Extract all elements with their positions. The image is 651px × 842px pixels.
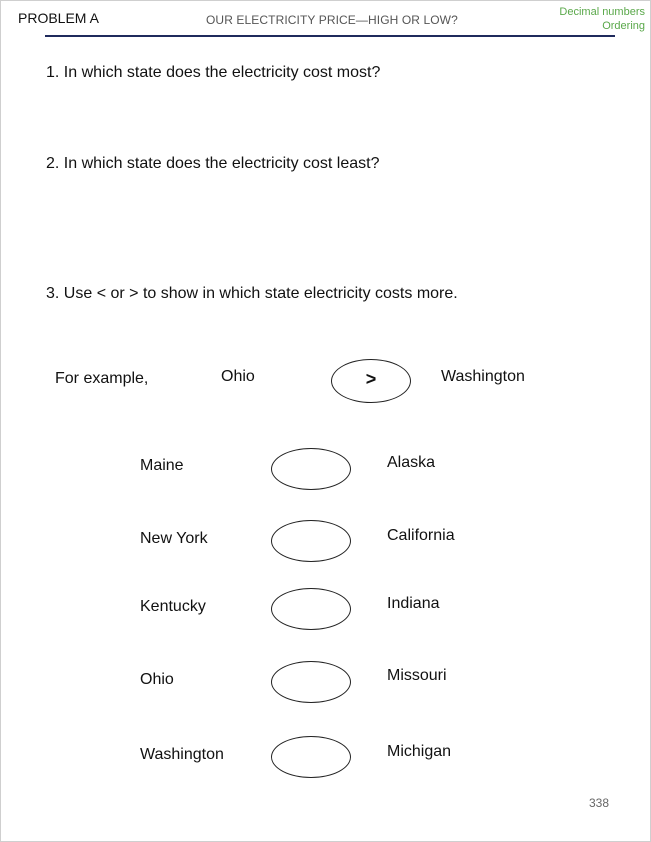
problem-label: PROBLEM A [18, 10, 99, 26]
comparison-4-left: Ohio [140, 671, 174, 688]
header-rule [45, 35, 615, 37]
comparison-3-answer-oval[interactable] [271, 588, 351, 630]
question-3: 3. Use < or > to show in which state electricity costs more. [46, 285, 458, 302]
comparison-3-right: Indiana [387, 595, 440, 612]
comparison-2-left: New York [140, 530, 208, 547]
example-right-state: Washington [441, 368, 525, 385]
comparison-1-right: Alaska [387, 454, 436, 471]
comparison-2-answer-oval[interactable] [271, 520, 351, 562]
comparison-5-right: Michigan [387, 743, 452, 760]
page-number: 338 [589, 796, 610, 810]
comparison-5-answer-oval[interactable] [271, 736, 351, 778]
comparison-2-right: California [387, 527, 455, 544]
comparison-1-answer-oval[interactable] [271, 448, 351, 490]
worksheet-title: OUR ELECTRICITY PRICE—HIGH OR LOW? [206, 13, 458, 27]
example-left-state: Ohio [221, 368, 255, 385]
topic-line-2: Ordering [602, 20, 645, 32]
topic-tags [559, 5, 645, 33]
question-2: 2. In which state does the electricity cost least? [46, 155, 380, 172]
comparison-1-left: Maine [140, 457, 184, 474]
example-answer-oval [331, 359, 411, 403]
example-intro: For example, [55, 370, 149, 387]
example-symbol: > [365, 369, 377, 389]
topic-line-1: Decimal numbers [559, 6, 645, 18]
question-1: 1. In which state does the electricity cost most? [46, 64, 381, 81]
comparison-5-left: Washington [140, 746, 224, 763]
comparison-4-answer-oval[interactable] [271, 661, 351, 703]
comparison-3-left: Kentucky [140, 598, 206, 615]
comparison-4-right: Missouri [387, 667, 447, 684]
